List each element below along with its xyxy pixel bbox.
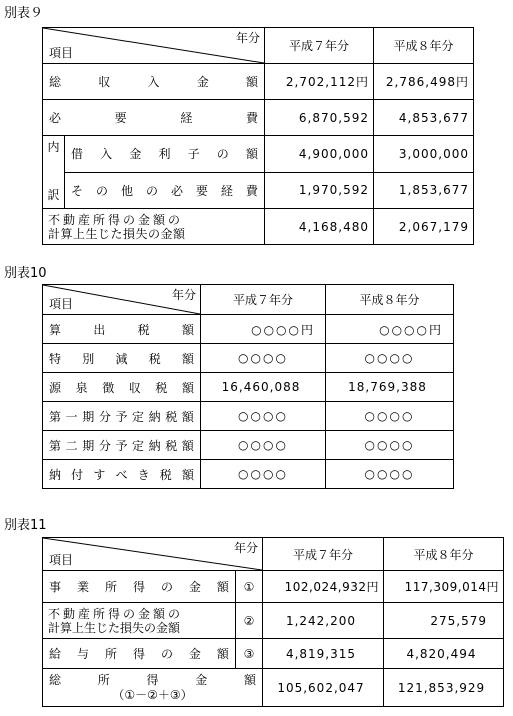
table11-header-corner bbox=[43, 538, 263, 571]
spread-label bbox=[43, 379, 200, 396]
row-label bbox=[65, 136, 265, 173]
label-char: 額 bbox=[245, 75, 258, 89]
value-h7: ○○○○ bbox=[201, 431, 326, 460]
label-char: 一 bbox=[65, 409, 78, 424]
value-h8: 1,853,677 bbox=[374, 172, 474, 209]
table9 bbox=[42, 27, 474, 245]
row-label bbox=[43, 64, 265, 100]
column-header-h8: 平成８年分 bbox=[326, 285, 454, 315]
value-h8: 2,067,179 bbox=[374, 209, 474, 245]
label-char: 要 bbox=[195, 183, 208, 198]
label-char: 所 bbox=[104, 647, 117, 661]
value-h8: ○○○○ bbox=[326, 402, 454, 431]
label-char: 分 bbox=[98, 409, 111, 424]
label-char: 収 bbox=[98, 75, 111, 89]
row-label bbox=[43, 603, 236, 639]
label-char: の bbox=[145, 183, 158, 198]
table10 bbox=[42, 284, 454, 489]
label-char: そ bbox=[71, 183, 84, 198]
label-char: 特 bbox=[49, 351, 62, 366]
value-h7: 1,970,592 bbox=[265, 172, 374, 209]
value-h8: 4,853,677 bbox=[374, 100, 474, 136]
label-char: 期 bbox=[82, 409, 95, 424]
value-h8: ○○○○円 bbox=[326, 315, 454, 344]
label-char: 額 bbox=[243, 672, 256, 687]
label-char: 予 bbox=[115, 438, 128, 453]
row-label bbox=[43, 402, 201, 431]
label-char: 借 bbox=[71, 147, 84, 162]
label-char: 税 bbox=[159, 467, 172, 482]
value-h7: 6,870,592 bbox=[265, 100, 374, 136]
table9-caption: 別表９ bbox=[4, 6, 44, 21]
value-h8: 121,853,929 bbox=[384, 669, 504, 707]
label-char: 税 bbox=[165, 409, 178, 424]
table-row bbox=[43, 460, 454, 489]
table-row bbox=[43, 669, 504, 707]
breakdown-bottom: 訳 bbox=[47, 188, 60, 202]
label-char: 分 bbox=[98, 438, 111, 453]
table11-caption: 別表11 bbox=[4, 518, 47, 533]
label-char: 経 bbox=[220, 183, 233, 198]
label-char: 費 bbox=[245, 111, 258, 125]
value-h8: 117,309,014円 bbox=[384, 571, 504, 603]
table-row bbox=[43, 209, 474, 245]
value-h7: ○○○○ bbox=[201, 460, 326, 489]
label-char: の bbox=[95, 183, 108, 198]
label-char: 出 bbox=[93, 322, 106, 337]
table9-header-corner bbox=[43, 28, 265, 64]
value-h8: ○○○○ bbox=[326, 431, 454, 460]
row-label bbox=[43, 100, 265, 136]
label-char: 額 bbox=[181, 351, 194, 366]
label-char: 他 bbox=[120, 183, 133, 198]
table-row bbox=[43, 64, 474, 100]
row-label bbox=[43, 373, 201, 402]
spread-label bbox=[43, 466, 200, 483]
row-label bbox=[43, 571, 236, 603]
header-item-label: 項目 bbox=[49, 553, 74, 567]
diagonal-line bbox=[43, 28, 264, 63]
value-h7: 4,900,000 bbox=[265, 136, 374, 173]
row-mark: ① bbox=[236, 571, 263, 603]
label-char: 金 bbox=[195, 672, 208, 687]
header-item-label: 項目 bbox=[49, 297, 74, 311]
value-h8: 2,786,498円 bbox=[374, 64, 474, 100]
label-char: 泉 bbox=[75, 380, 88, 395]
column-header-h8: 平成８年分 bbox=[374, 28, 474, 64]
table-row bbox=[43, 100, 474, 136]
table-row bbox=[43, 402, 454, 431]
label-char: 額 bbox=[181, 322, 194, 337]
table-row bbox=[43, 639, 504, 669]
value-h7: 4,168,480 bbox=[265, 209, 374, 245]
label-char: 定 bbox=[132, 438, 145, 453]
label-char: 入 bbox=[147, 75, 160, 89]
label-char: 与 bbox=[76, 647, 89, 661]
row-label bbox=[43, 431, 201, 460]
label-char: 減 bbox=[115, 351, 128, 366]
label-char: 総 bbox=[49, 75, 62, 89]
row-label bbox=[43, 639, 236, 669]
row-mark: ② bbox=[236, 603, 263, 639]
label-char: 納 bbox=[148, 438, 161, 453]
table-row bbox=[43, 431, 454, 460]
label-char: 子 bbox=[187, 147, 200, 162]
label-char: 要 bbox=[114, 111, 127, 125]
label-char: 事 bbox=[49, 580, 62, 594]
label-char: 源 bbox=[49, 380, 62, 395]
label-char: 額 bbox=[181, 380, 194, 395]
spread-label bbox=[43, 321, 200, 338]
row-label bbox=[43, 460, 201, 489]
value-h7: 1,242,200 bbox=[263, 603, 384, 639]
value-h7: 2,702,112円 bbox=[265, 64, 374, 100]
value-h8: 18,769,388 bbox=[326, 373, 454, 402]
spread-label bbox=[43, 645, 235, 662]
label-char: 金 bbox=[129, 147, 142, 162]
table-row bbox=[43, 373, 454, 402]
label-char: す bbox=[93, 467, 106, 482]
diagonal-line bbox=[43, 538, 262, 570]
label-char: 所 bbox=[97, 672, 110, 687]
label-char: 税 bbox=[148, 351, 161, 366]
spread-label bbox=[65, 182, 264, 199]
label-char: 納 bbox=[49, 467, 62, 482]
table-row bbox=[43, 136, 474, 173]
label-char: 入 bbox=[100, 147, 113, 162]
value-h8: ○○○○ bbox=[326, 344, 454, 373]
label-char: 予 bbox=[115, 409, 128, 424]
spread-label bbox=[43, 578, 235, 595]
label-char: 金 bbox=[188, 580, 201, 594]
value-h7: 102,024,932円 bbox=[263, 571, 384, 603]
value-h7: ○○○○円 bbox=[201, 315, 326, 344]
label-char: 経 bbox=[180, 111, 193, 125]
label-char: 必 bbox=[49, 111, 62, 125]
label-char: 別 bbox=[82, 351, 95, 366]
table-row bbox=[43, 315, 454, 344]
label-char: 第 bbox=[49, 409, 62, 424]
label-char: 得 bbox=[146, 672, 159, 687]
label-char: 利 bbox=[158, 147, 171, 162]
label-char: 額 bbox=[181, 438, 194, 453]
value-h8: 3,000,000 bbox=[374, 136, 474, 173]
label-char: 第 bbox=[49, 438, 62, 453]
label-line1: 不動産所得の金額の bbox=[48, 606, 184, 621]
row-label bbox=[43, 669, 263, 707]
value-h7: 4,819,315 bbox=[263, 639, 384, 669]
table-row bbox=[43, 172, 474, 209]
label-char: 総 bbox=[49, 672, 62, 687]
label-char: 付 bbox=[71, 467, 84, 482]
label-char: 給 bbox=[49, 647, 62, 661]
breakdown-top: 内 bbox=[47, 140, 60, 154]
table-row bbox=[43, 603, 504, 639]
spread-label bbox=[43, 350, 200, 367]
value-h8: 275,579 bbox=[384, 603, 504, 639]
breakdown-cell bbox=[43, 136, 65, 209]
header-year-label: 年分 bbox=[233, 541, 258, 555]
label-char: 税 bbox=[155, 380, 168, 395]
table-row bbox=[43, 571, 504, 603]
table10-header-corner bbox=[43, 285, 201, 315]
label-char: 額 bbox=[181, 409, 194, 424]
row-mark: ③ bbox=[236, 639, 263, 669]
label-char: 算 bbox=[49, 322, 62, 337]
spread-label bbox=[65, 145, 264, 162]
row-label bbox=[65, 172, 265, 209]
column-header-h7: 平成７年分 bbox=[263, 538, 384, 571]
label-char: 得 bbox=[132, 647, 145, 661]
label-char: 所 bbox=[104, 580, 117, 594]
value-h7: ○○○○ bbox=[201, 344, 326, 373]
label-char: 納 bbox=[148, 409, 161, 424]
label-char: 得 bbox=[132, 580, 145, 594]
label-char: 収 bbox=[128, 380, 141, 395]
spread-label bbox=[43, 408, 200, 425]
table-row bbox=[43, 344, 454, 373]
column-header-h8: 平成８年分 bbox=[384, 538, 504, 571]
row-label bbox=[43, 315, 201, 344]
value-h8: 4,820,494 bbox=[384, 639, 504, 669]
value-h8: ○○○○ bbox=[326, 460, 454, 489]
table10-caption: 別表10 bbox=[4, 266, 47, 281]
label-char: の bbox=[160, 580, 173, 594]
value-h7: 16,460,088 bbox=[201, 373, 326, 402]
label-line1: 不動産所得の金額の bbox=[48, 212, 184, 227]
header-year-label: 年分 bbox=[235, 31, 260, 45]
label-char: 金 bbox=[188, 647, 201, 661]
label-char: き bbox=[137, 467, 150, 482]
label-char: の bbox=[160, 647, 173, 661]
label-line2: （①－②＋③） bbox=[112, 687, 193, 702]
label-char: 徴 bbox=[102, 380, 115, 395]
value-h7: ○○○○ bbox=[201, 402, 326, 431]
label-char: 金 bbox=[196, 75, 209, 89]
label-char: 額 bbox=[216, 580, 229, 594]
label-line1 bbox=[43, 673, 262, 688]
label-char: の bbox=[216, 147, 229, 162]
label-char: 額 bbox=[181, 467, 194, 482]
table11 bbox=[42, 537, 504, 707]
value-h7: 105,602,047 bbox=[263, 669, 384, 707]
label-char: 費 bbox=[245, 183, 258, 198]
label-char: 必 bbox=[170, 183, 183, 198]
spread-label bbox=[43, 109, 264, 126]
label-char: 二 bbox=[65, 438, 78, 453]
spread-label bbox=[43, 437, 200, 454]
header-year-label: 年分 bbox=[171, 288, 196, 302]
header-item-label: 項目 bbox=[49, 46, 74, 60]
label-line2: 計算上生じた損失の金額 bbox=[48, 620, 181, 635]
row-label bbox=[43, 344, 201, 373]
label-char: べ bbox=[115, 467, 128, 482]
column-header-h7: 平成７年分 bbox=[265, 28, 374, 64]
row-label bbox=[43, 209, 265, 245]
label-char: 期 bbox=[82, 438, 95, 453]
label-char: 税 bbox=[137, 322, 150, 337]
label-line2: 計算上生じた損失の金額 bbox=[48, 226, 186, 241]
label-char: 業 bbox=[76, 580, 89, 594]
column-header-h7: 平成７年分 bbox=[201, 285, 326, 315]
label-char: 税 bbox=[165, 438, 178, 453]
spread-label bbox=[43, 73, 264, 90]
label-char: 定 bbox=[132, 409, 145, 424]
label-char: 額 bbox=[216, 647, 229, 661]
label-char: 額 bbox=[245, 147, 258, 162]
